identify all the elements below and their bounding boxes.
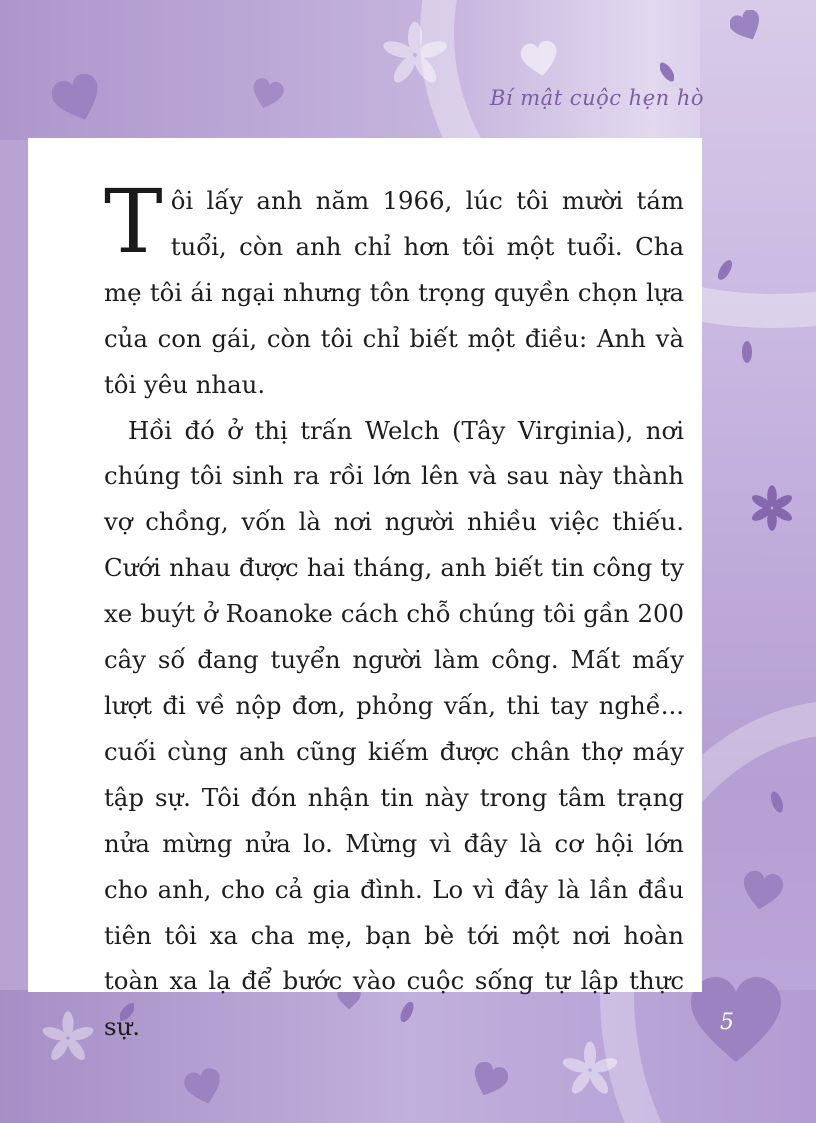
petal-icon xyxy=(770,790,784,814)
heart-icon xyxy=(730,10,764,44)
page-number: 5 xyxy=(720,1010,734,1035)
petal-icon xyxy=(718,258,732,282)
pinwheel-icon xyxy=(40,1010,96,1066)
heart-icon xyxy=(520,40,560,80)
petal-icon xyxy=(660,60,674,84)
paragraph-1: Tôi lấy anh năm 1966, lúc tôi mười tám tuổi, còn anh chỉ hơn tôi một tuổi. Cha mẹ tôi ái ngại nhưng tôn trọng quyền chọn lựa của con gái, còn tôi chỉ biết một điều: Anh và tôi yêu nhau. xyxy=(104,170,684,399)
heart-icon xyxy=(184,1068,224,1108)
pinwheel-icon xyxy=(380,20,450,90)
running-header-title: Bí mật cuộc hẹn hò xyxy=(489,86,704,110)
petal-icon xyxy=(740,340,754,364)
pinwheel-icon xyxy=(748,484,796,532)
heart-icon xyxy=(740,870,784,914)
paragraph-2: Hồi đó ở thị trấn Welch (Tây Virginia), nơi chúng tôi sinh ra rồi lớn lên và sau này thành vợ chồng, vốn là nơi người nhiều việc thiếu. Cưới nhau được hai tháng, anh biết tin công ty xe buýt ở Roanoke cách chỗ chúng tôi gần 200 cây số đang tuyển người làm công. Mất mấy lượt đi về nộp đơn, phỏng vấn, thi tay nghề... cuối cùng anh cũng kiếm được chân thợ máy tập sự. Tôi đón nhận tin này trong tâm trạng nửa mừng nửa lo. Mừng vì đây là cơ hội lớn cho anh, cho cả gia đình. Lo vì đây là lần đầu tiên tôi xa cha mẹ, bạn bè tới một nơi hoàn toàn xa lạ để bước vào cuộc sống tự lập thực sự. xyxy=(104,415,684,1042)
article-body xyxy=(104,170,684,1050)
heart-icon xyxy=(250,78,284,112)
heart-icon xyxy=(470,1062,508,1100)
heart-icon xyxy=(52,74,104,126)
